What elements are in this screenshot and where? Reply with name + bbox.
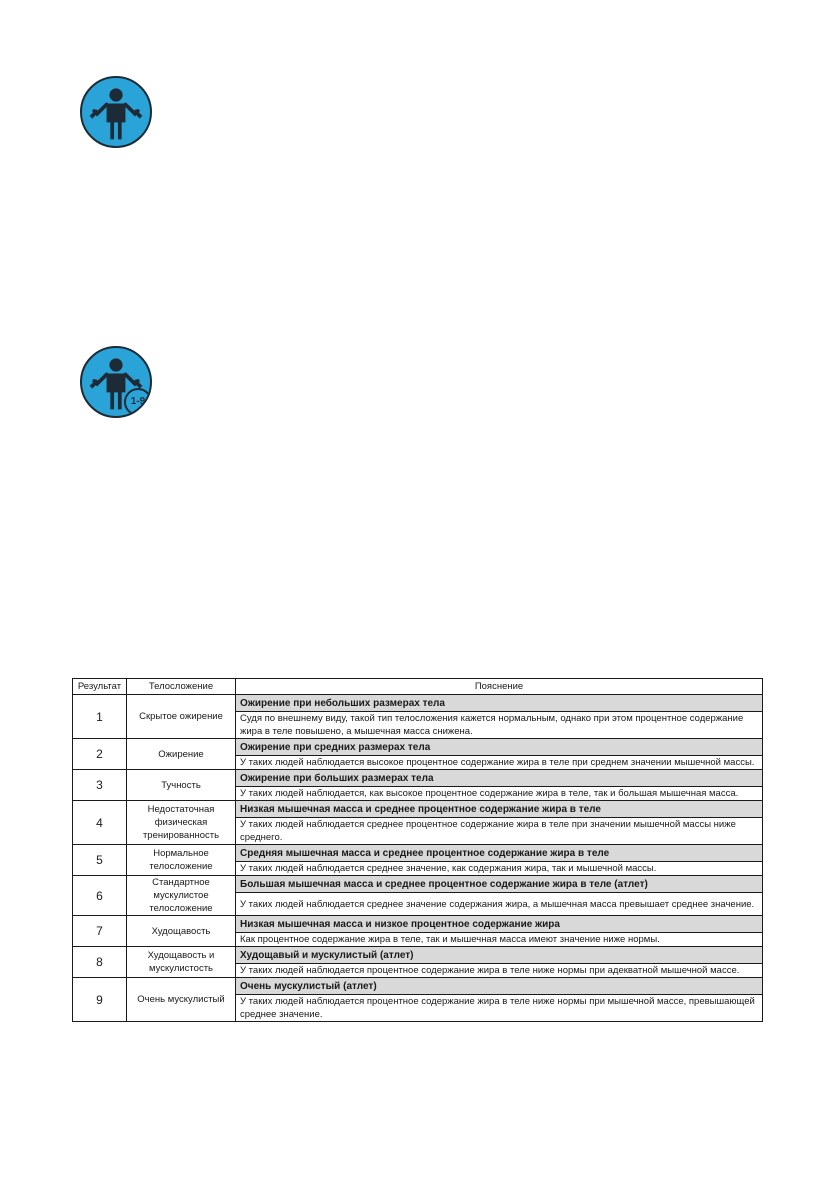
body-type-label: Тучность: [127, 770, 236, 801]
explanation-title: Низкая мышечная масса и низкое процентное содержание жира: [236, 916, 763, 933]
result-number: 9: [73, 978, 127, 1022]
explanation-title: Ожирение при средних размерах тела: [236, 739, 763, 756]
explanation-text: У таких людей наблюдается среднее значение содержания жира, а мышечная масса превышает среднее значение.: [236, 893, 763, 916]
explanation-title: Средняя мышечная масса и среднее процентное содержание жира в теле: [236, 845, 763, 862]
explanation-text: У таких людей наблюдается высокое процентное содержание жира в теле при среднем значении мышечной массы.: [236, 756, 763, 770]
explanation-title: Большая мышечная масса и среднее процентное содержание жира в теле (атлет): [236, 876, 763, 893]
result-number: 4: [73, 801, 127, 845]
body-type-label: Худощавость и мускулистость: [127, 947, 236, 978]
explanation-title: Ожирение при больших размерах тела: [236, 770, 763, 787]
body-type-label: Худощавость: [127, 916, 236, 947]
header-result: Результат: [73, 679, 127, 695]
table-row: [73, 770, 763, 787]
explanation-text: Как процентное содержание жира в теле, так и мышечная масса имеют значение ниже нормы.: [236, 933, 763, 947]
body-type-label: Недостаточная физическая тренированность: [127, 801, 236, 845]
explanation-text: У таких людей наблюдается, как высокое процентное содержание жира в теле, так и большая мышечная масса.: [236, 787, 763, 801]
table-row: [73, 695, 763, 712]
explanation-title: Очень мускулистый (атлет): [236, 978, 763, 995]
header-explanation: Пояснение: [236, 679, 763, 695]
body-type-person-icon: [80, 76, 152, 148]
table-header-row: [73, 679, 763, 695]
table-row: [73, 947, 763, 964]
body-type-badge: 1-9: [124, 388, 152, 416]
body-type-table: [72, 678, 763, 1022]
result-number: 2: [73, 739, 127, 770]
result-number: 6: [73, 876, 127, 916]
table-row: [73, 801, 763, 818]
explanation-title: Худощавый и мускулистый (атлет): [236, 947, 763, 964]
body-type-label: Скрытое ожирение: [127, 695, 236, 739]
header-body-type: Телосложение: [127, 679, 236, 695]
result-number: 8: [73, 947, 127, 978]
result-number: 3: [73, 770, 127, 801]
result-number: 1: [73, 695, 127, 739]
table-row: [73, 845, 763, 862]
result-number: 7: [73, 916, 127, 947]
explanation-title: Ожирение при небольших размерах тела: [236, 695, 763, 712]
body-type-label: Очень мускулистый: [127, 978, 236, 1022]
explanation-title: Низкая мышечная масса и среднее процентное содержание жира в теле: [236, 801, 763, 818]
explanation-text: У таких людей наблюдается среднее процентное содержание жира в теле при значении мышечной массы ниже среднего.: [236, 818, 763, 845]
body-type-label: Ожирение: [127, 739, 236, 770]
body-type-scale-icon: [80, 346, 152, 418]
table-row: [73, 739, 763, 756]
result-number: 5: [73, 845, 127, 876]
table-row: [73, 978, 763, 995]
body-type-label: Нормальное телосложение: [127, 845, 236, 876]
table-row: [73, 876, 763, 893]
table-row: [73, 916, 763, 933]
explanation-text: У таких людей наблюдается среднее значение, как содержания жира, так и мышечной массы.: [236, 862, 763, 876]
body-type-label: Стандартное мускулистое телосложение: [127, 876, 236, 916]
explanation-text: У таких людей наблюдается процентное содержание жира в теле ниже нормы при мышечной массе, превышающей среднее значение.: [236, 995, 763, 1022]
explanation-text: Судя по внешнему виду, такой тип телосложения кажется нормальным, однако при этом процентное содержание жира в теле повышено, а мышечная масса снижена.: [236, 712, 763, 739]
explanation-text: У таких людей наблюдается процентное содержание жира в теле ниже нормы при адекватной мышечной массе.: [236, 964, 763, 978]
